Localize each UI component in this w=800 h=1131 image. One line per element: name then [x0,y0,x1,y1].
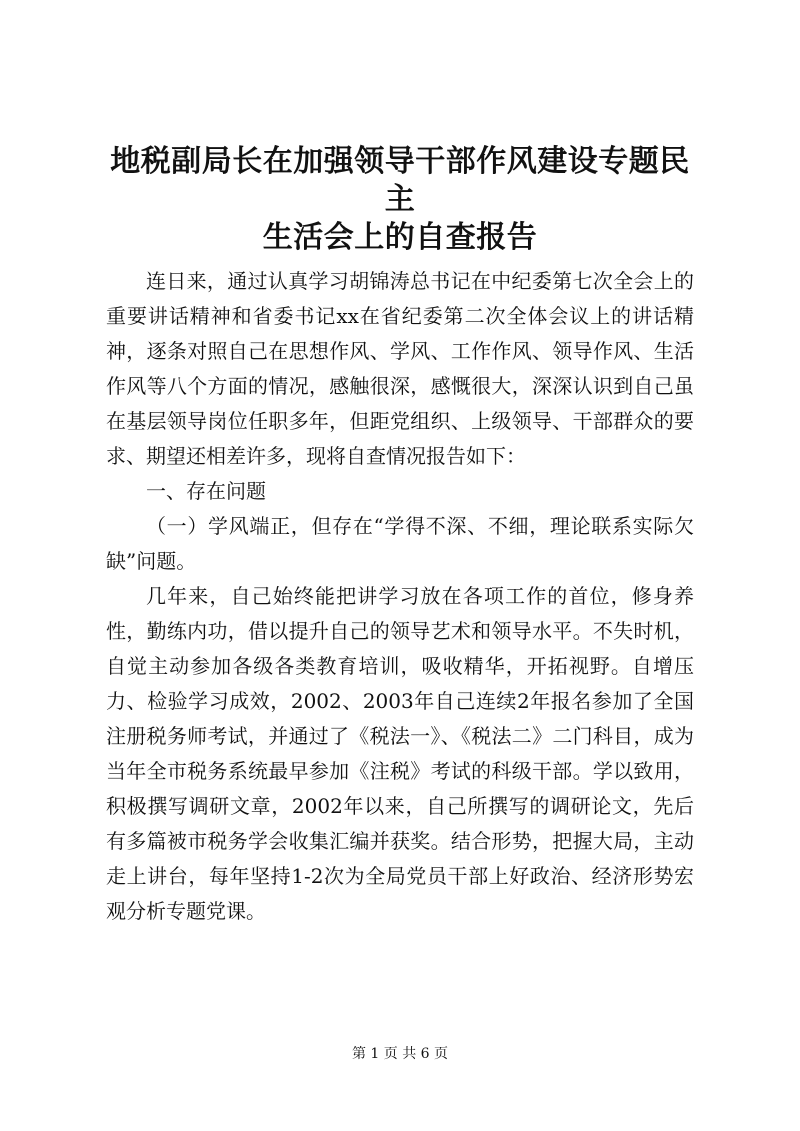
section-heading: 一、存在问题 [146,479,266,503]
body-paragraph: 几年来，自己始终能把讲学习放在各项工作的首位，修身养性，勤练内功，借以提升自己的领导艺术和领导水平。不失时机，自觉主动参加各级各类教育培训，吸收精华，开拓视野。自增压力、检验学习成效，2002、2003年自己连续2年报名参加了全国注册税务师考试，并通过了《税法一》、《税法二》二门科目，成为当年全市税务系统最早参加《注税》考试的科级干部。学以致用，积极撰写调研文章，2002年以来，自己所撰写的调研论文，先后有多篇被市税务学会收集汇编并获奖。结合形势，把握大局，主动走上讲台，每年坚持1-2次为全局党员干部上好政治、经济形势宏观分析专题党课。 [106,584,694,923]
page-footer: 第 1 页 共 6 页 [351,1046,449,1062]
title-line-1: 地税副局长在加强领导干部作风建设专题民主 [110,144,690,217]
subsection-heading: （一）学风端正，但存在“学得不深、不细，理论联系实际欠缺”问题。 [106,514,694,573]
title-line-2: 生活会上的自查报告 [262,220,538,255]
intro-paragraph: 连日来，通过认真学习胡锦涛总书记在中纪委第七次全会上的重要讲话精神和省委书记xx在省纪委第二次全体会议上的讲话精神，逐条对照自己在思想作风、学风、工作作风、领导作风、生活作风等八个方面的情况，感触很深，感慨很大，深深认识到自己虽在基层领导岗位任职多年，但距党组织、上级领导、干部群众的要求、期望还相差许多，现将自查情况报告如下： [106,269,694,468]
document-title [106,143,694,257]
document-body [106,264,694,929]
